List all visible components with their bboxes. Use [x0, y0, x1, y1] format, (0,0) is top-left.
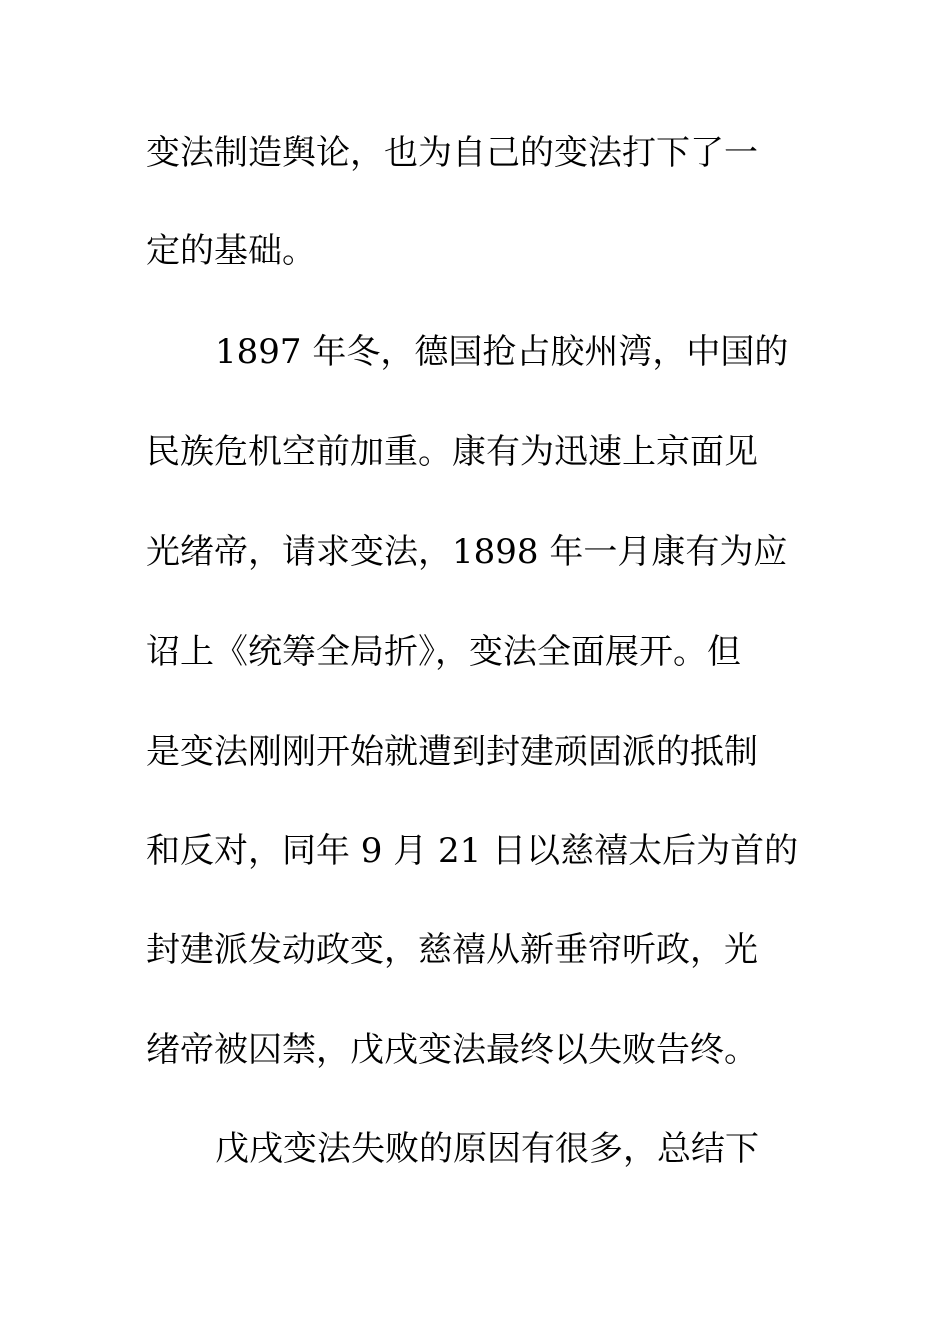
- text-line: 是变法刚刚开始就遭到封建顽固派的抵制: [146, 732, 758, 772]
- text-line: 绪帝被囚禁，戊戌变法最终以失败告终。: [146, 1030, 758, 1070]
- text-line: 光绪帝，请求变法，1898 年一月康有为应: [146, 532, 788, 572]
- paragraph-start-line: 戊戌变法失败的原因有很多，总结下: [215, 1129, 759, 1169]
- text-line: 和反对，同年 9 月 21 日以慈禧太后为首的: [146, 831, 799, 871]
- text-line: 民族危机空前加重。康有为迅速上京面见: [146, 432, 758, 472]
- text-line: 封建派发动政变，慈禧从新垂帘听政，光: [146, 930, 758, 970]
- text-line: 变法制造舆论，也为自己的变法打下了一: [146, 133, 758, 173]
- text-line: 定的基础。: [146, 231, 316, 271]
- paragraph-start-line: 1897 年冬，德国抢占胶州湾，中国的: [215, 332, 789, 372]
- text-line: 诏上《统筹全局折》，变法全面展开。但: [146, 632, 741, 672]
